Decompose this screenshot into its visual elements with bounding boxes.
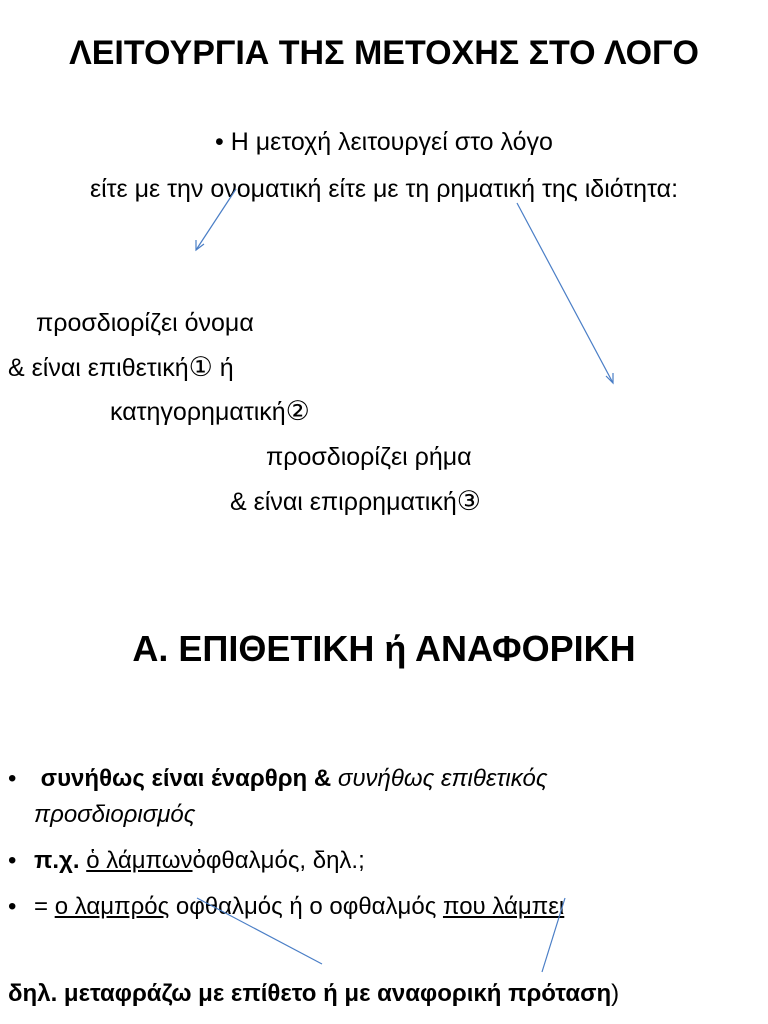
bullet-3-underlined-1: ο λαμπρός xyxy=(54,893,170,920)
bullet-2-underlined: ὁ λάμπων xyxy=(86,847,193,874)
bullet-marker: • xyxy=(8,847,17,874)
bullet-1-italic: συνήθως επιθετικός xyxy=(337,765,548,792)
bullet-3-eq: = xyxy=(34,893,49,920)
nominal-text-2: & είναι επιθετική xyxy=(8,354,189,382)
intro-text-1: Η μετοχή λειτουργεί στο λόγο xyxy=(230,128,553,156)
number-3-badge: ③ xyxy=(456,486,481,516)
nominal-line-1: προσδιορίζει όνομα xyxy=(36,309,254,337)
conclusion-paren: ) xyxy=(611,980,620,1007)
number-1-badge: ① xyxy=(188,352,213,382)
list-item-continuation xyxy=(34,801,195,829)
arrow-verbal xyxy=(517,203,613,383)
number-2-badge: ② xyxy=(285,396,310,426)
bullet-marker: • xyxy=(215,128,224,156)
nominal-text-3: κατηγορηματική xyxy=(110,398,286,426)
intro-line-2: είτε με την ονοματική είτε με τη ρηματική της ιδιότητα: xyxy=(89,175,679,203)
list-item xyxy=(8,847,365,875)
list-item xyxy=(8,765,548,793)
bullet-marker: • xyxy=(8,893,17,920)
bullet-1-italic-2: προσδιορισμός xyxy=(34,801,196,828)
bullet-2-rest: ὀφθαλμός, δηλ.; xyxy=(192,847,365,874)
arrowhead-nominal xyxy=(196,240,204,250)
verbal-line-2 xyxy=(230,486,481,517)
nominal-line-2 xyxy=(8,352,234,383)
section-title: Α. ΕΠΙΘΕΤΙΚΗ ή ΑΝΑΦΟΡΙΚΗ xyxy=(132,628,636,669)
conclusion-line xyxy=(8,980,619,1008)
nominal-or: ή xyxy=(219,354,234,382)
nominal-line-3 xyxy=(110,396,310,427)
bullet-marker: • xyxy=(8,765,17,792)
page-title: ΛΕΙΤΟΥΡΓΙΑ ΤΗΣ ΜΕΤΟΧΗΣ ΣΤΟ ΛΟΓΟ xyxy=(69,34,699,72)
bullet-2-bold: π.χ. xyxy=(34,847,80,874)
intro-line-1 xyxy=(0,128,768,157)
bullet-1-bold: συνήθως είναι έναρθρη & xyxy=(40,765,332,792)
arrowhead-verbal xyxy=(606,373,613,383)
verbal-text-2: & είναι επιρρηματική xyxy=(230,488,457,516)
bullet-3-middle: οφθαλμός ή ο οφθαλμός xyxy=(175,893,437,920)
conclusion-bold: δηλ. μεταφράζω με επίθετο ή με αναφορική πρόταση xyxy=(8,980,612,1007)
verbal-line-1: προσδιορίζει ρήμα xyxy=(266,443,472,471)
list-item xyxy=(8,893,564,921)
bullet-3-underlined-2: που λάμπει xyxy=(442,893,565,920)
